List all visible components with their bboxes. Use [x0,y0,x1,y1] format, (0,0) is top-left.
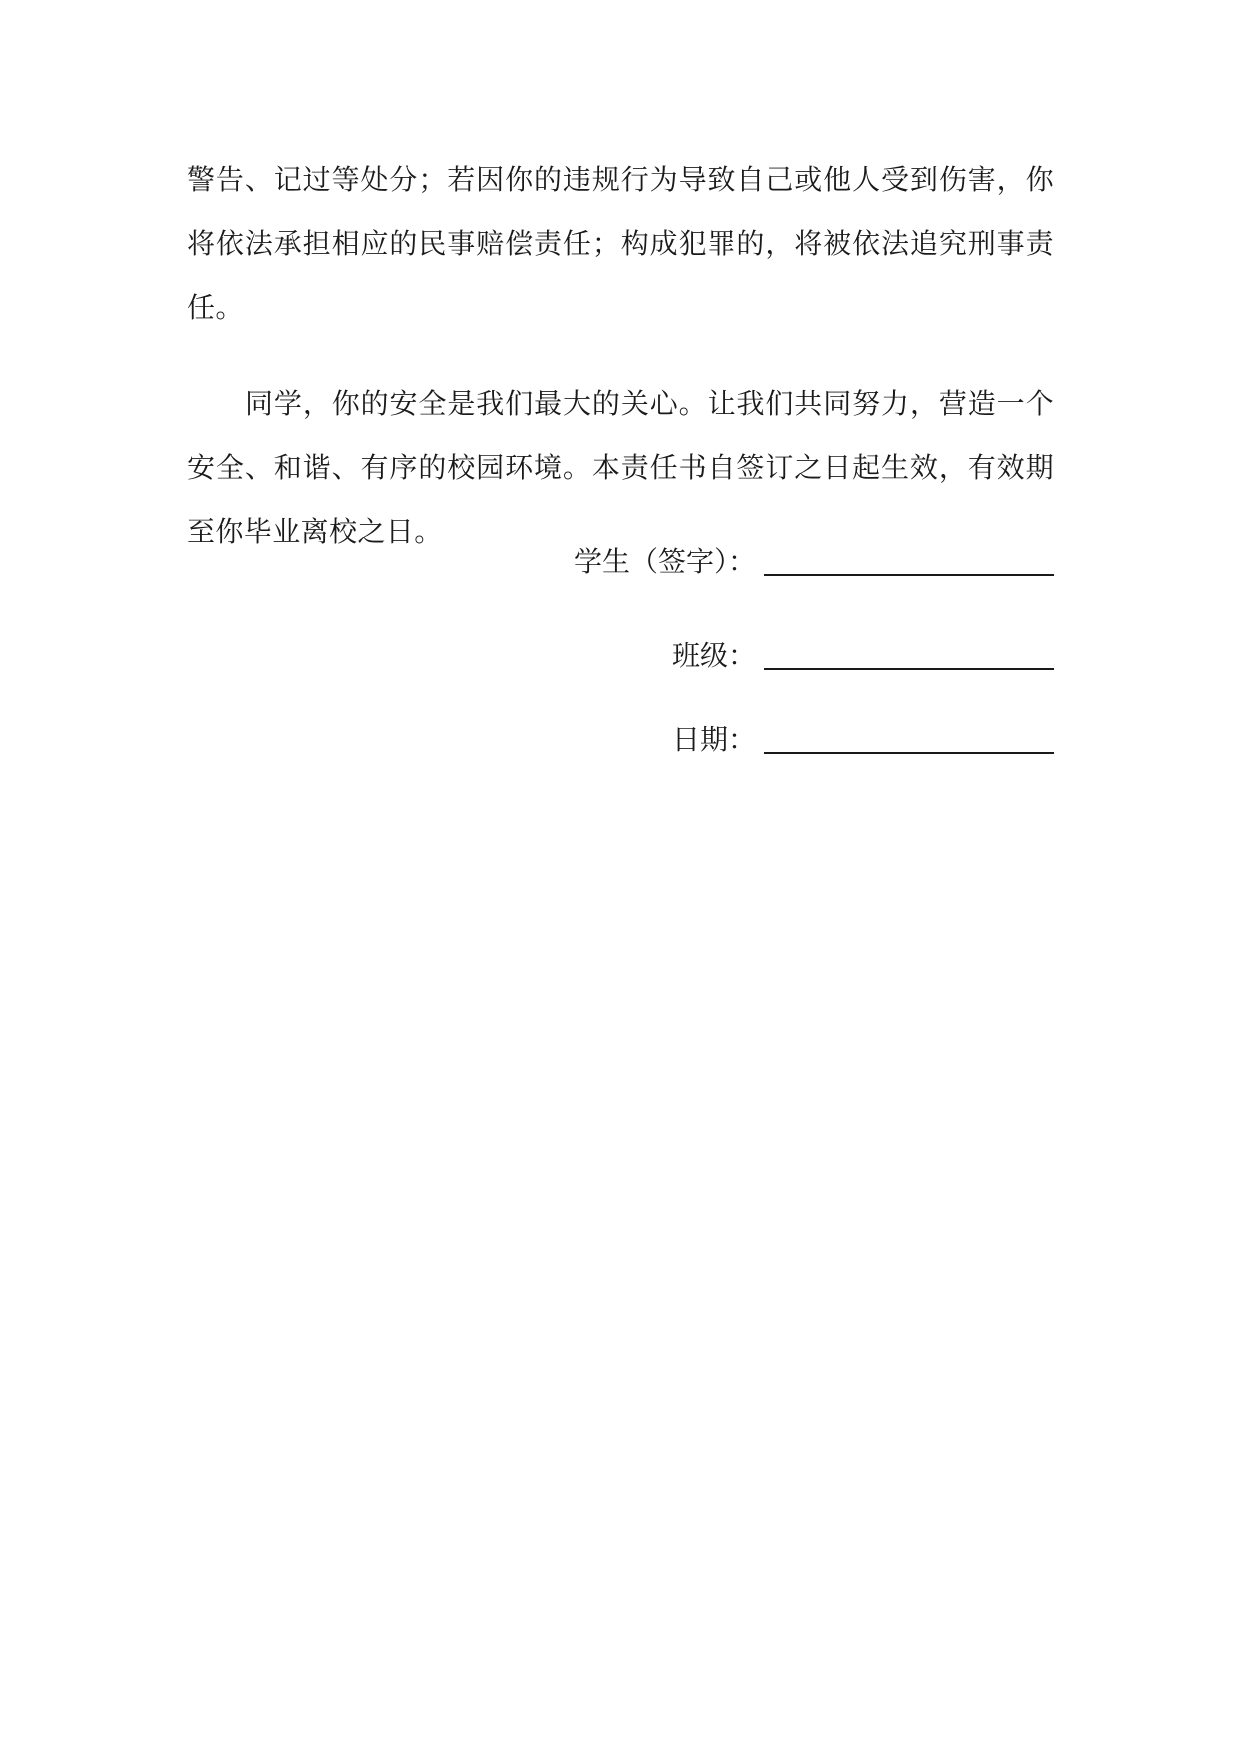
student-signature-label: 学生（签字）： [573,545,756,578]
paragraph-line: 将依法承担相应的民事赔偿责任；构成犯罪的，将被依法追究刑事责 [187,227,1054,260]
class-block [534,634,1054,678]
paragraph-line: 至你毕业离校之日。 [187,515,443,548]
paragraph-line: 安全、和谐、有序的校园环境。本责任书自签订之日起生效，有效期 [187,451,1054,484]
paragraph-penalties [187,148,1054,340]
date-field[interactable] [764,722,1054,754]
class-label: 班级： [671,639,756,672]
paragraph-line: 任。 [187,291,244,324]
student-signature-row [534,540,1054,584]
paragraph-closing [187,372,1054,564]
paragraph-line: 警告、记过等处分；若因你的违规行为导致自己或他人受到伤害，你 [187,163,1054,196]
class-row [534,634,1054,678]
document-body [187,148,1054,564]
paragraph-line: 同学，你的安全是我们最大的关心。让我们共同努力，营造一个 [245,387,1054,420]
date-block [534,718,1054,762]
date-label: 日期： [671,723,756,756]
student-signature-field[interactable] [764,544,1054,576]
signature-block [534,540,1054,584]
paragraph-gap [187,340,1054,372]
date-row [534,718,1054,762]
class-field[interactable] [764,638,1054,670]
